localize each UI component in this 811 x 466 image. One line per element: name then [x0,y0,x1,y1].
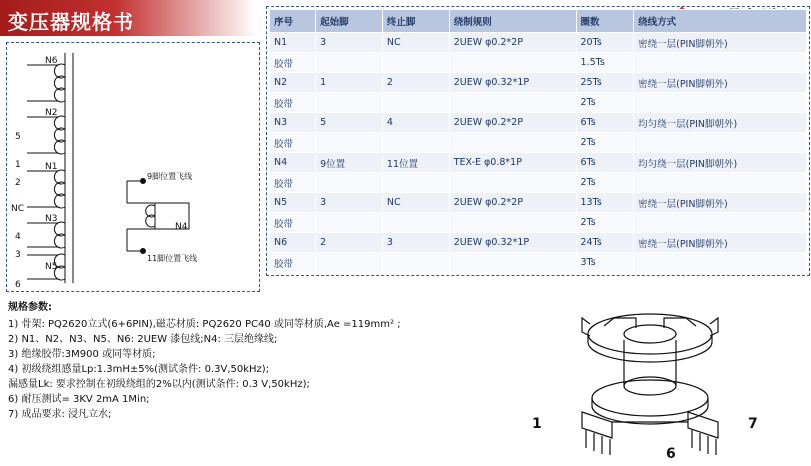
cell-method [634,253,807,273]
winding-table-container [266,6,810,276]
cell-start-pin: 2 [316,233,383,253]
cell-end-pin: 2 [382,73,449,93]
cell-start-pin: 3 [316,33,383,53]
schematic-pin-2: 2 [15,178,21,188]
cell-index: 胶带 [270,53,316,73]
cell-wire-rule: 2UEW φ0.2*2P [449,193,576,213]
cell-index: 胶带 [270,173,316,193]
spec-item: 6) 耐压测试= 3KV 2mA 1Min; [8,394,150,405]
table-row [270,133,807,153]
table-body [270,33,807,273]
table-row [270,33,807,53]
table-row [270,113,807,133]
cell-start-pin [316,213,383,233]
table-row [270,153,807,173]
cell-turns: 6Ts [576,153,634,173]
table-header-row [270,10,807,33]
schematic-pin-3: 3 [15,250,21,260]
cell-end-pin [382,133,449,153]
cell-index: 胶带 [270,213,316,233]
cell-method: 均匀绕一层(PIN脚朝外) [634,153,807,173]
col-header-turns: 圈数 [576,10,634,33]
cell-index: 胶带 [270,133,316,153]
winding-table [269,9,807,273]
col-header-start-pin: 起始脚 [316,10,383,33]
cell-wire-rule: TEX-E φ0.8*1P [449,153,576,173]
cell-turns: 2Ts [576,213,634,233]
col-header-index: 序号 [270,10,316,33]
col-header-wire-rule: 绕制规则 [449,10,576,33]
cell-wire-rule [449,133,576,153]
cell-start-pin: 5 [316,113,383,133]
cell-method: 均匀绕一层(PIN脚朝外) [634,113,807,133]
cell-end-pin [382,53,449,73]
cell-index: 胶带 [270,93,316,113]
cell-end-pin [382,253,449,273]
cell-start-pin [316,173,383,193]
table-row [270,213,807,233]
cell-turns: 2Ts [576,133,634,153]
cell-method [634,93,807,113]
table-row [270,73,807,93]
schematic-pin-nc: NC [11,204,25,214]
schematic-label-n6: N6 [45,56,58,66]
cell-turns: 3Ts [576,253,634,273]
cell-start-pin: 9位置 [316,153,383,173]
cell-start-pin: 1 [316,73,383,93]
table-row [270,93,807,113]
cell-method: 密绕一层(PIN脚朝外) [634,33,807,53]
cell-method [634,173,807,193]
spec-title: 规格参数: [8,302,52,313]
cell-turns: 2Ts [576,173,634,193]
cell-end-pin: 3 [382,233,449,253]
title-banner [0,0,256,36]
cell-start-pin [316,253,383,273]
cell-end-pin [382,213,449,233]
cell-method [634,53,807,73]
bobbin-pin-label-7: 7 [748,416,758,432]
cell-wire-rule [449,173,576,193]
col-header-end-pin: 终止脚 [382,10,449,33]
cell-wire-rule: 2UEW φ0.32*1P [449,233,576,253]
col-header-method: 绕线方式 [634,10,807,33]
page-title: 变压器规格书 [8,10,134,34]
schematic-label-n1: N1 [45,162,58,172]
cell-index: N2 [270,73,316,93]
spec-item: 2) N1、N2、N3、N5、N6: 2UEW 漆包线;N4: 三层绝缘线; [8,334,278,345]
table-row [270,53,807,73]
cell-wire-rule [449,93,576,113]
table-row [270,253,807,273]
cell-index: N4 [270,153,316,173]
schematic-pin-1: 1 [15,160,21,170]
schematic-label-n3: N3 [45,214,58,224]
cell-end-pin: 4 [382,113,449,133]
cell-end-pin: NC [382,33,449,53]
flying-lead-bottom-label: 11脚位置飞线 [147,254,198,263]
cell-start-pin [316,133,383,153]
cell-wire-rule [449,53,576,73]
cell-index: N3 [270,113,316,133]
cell-index: N5 [270,193,316,213]
schematic-label-n4: N4 [175,222,188,232]
cell-wire-rule: 2UEW φ0.2*2P [449,113,576,133]
cell-turns: 25Ts [576,73,634,93]
spec-item: 4) 初级绕组感量Lp:1.3mH±5%(测试条件: 0.3V,50kHz); [8,364,270,375]
spec-item: 7) 成品要求: 浸凡立水; [8,409,112,420]
spec-item: 漏感量Lk: 要求控制在初级绕组的2%以内(测试条件: 0.3 V,50kHz); [8,379,310,390]
cell-turns: 20Ts [576,33,634,53]
cell-end-pin [382,173,449,193]
cell-turns: 13Ts [576,193,634,213]
cell-start-pin [316,53,383,73]
bobbin-pin-label-6: 6 [666,446,676,460]
schematic-pin-6: 6 [15,280,21,290]
bobbin-drawing [520,300,805,460]
cell-method: 密绕一层(PIN脚朝外) [634,193,807,213]
cell-index: N1 [270,33,316,53]
cell-index: N6 [270,233,316,253]
cell-turns: 2Ts [576,93,634,113]
schematic-label-n5: N5 [45,262,58,272]
schematic-drawing [7,43,259,291]
cell-method: 密绕一层(PIN脚朝外) [634,73,807,93]
schematic-pin-4: 4 [15,232,21,242]
cell-turns: 6Ts [576,113,634,133]
cell-turns: 1.5Ts [576,53,634,73]
cell-method: 密绕一层(PIN脚朝外) [634,233,807,253]
spec-list [8,317,478,422]
table-row [270,193,807,213]
table-row [270,233,807,253]
schematic-label-n2: N2 [45,108,58,118]
cell-end-pin [382,93,449,113]
spec-item: 3) 绝缘胶带:3M900 或同等材质; [8,349,156,360]
spec-item: 1) 骨架: PQ2620立式(6+6PIN),磁芯材质: PQ2620 PC40 或同等材质,Ae =119mm² ; [8,319,401,330]
cell-wire-rule [449,213,576,233]
cell-start-pin: 3 [316,193,383,213]
cell-method [634,133,807,153]
flying-lead-top-label: 9脚位置飞线 [147,172,193,181]
cell-method [634,213,807,233]
bobbin-illustration [520,300,805,460]
bobbin-pin-label-1: 1 [532,416,542,432]
cell-end-pin: NC [382,193,449,213]
cell-wire-rule [449,253,576,273]
transformer-schematic [6,42,260,292]
cell-index: 胶带 [270,253,316,273]
cell-turns: 24Ts [576,233,634,253]
cell-wire-rule: 2UEW φ0.2*2P [449,33,576,53]
cell-end-pin: 11位置 [382,153,449,173]
cell-start-pin [316,93,383,113]
cell-wire-rule: 2UEW φ0.32*1P [449,73,576,93]
schematic-pin-5: 5 [15,132,21,142]
spec-parameters [8,300,478,422]
table-row [270,173,807,193]
